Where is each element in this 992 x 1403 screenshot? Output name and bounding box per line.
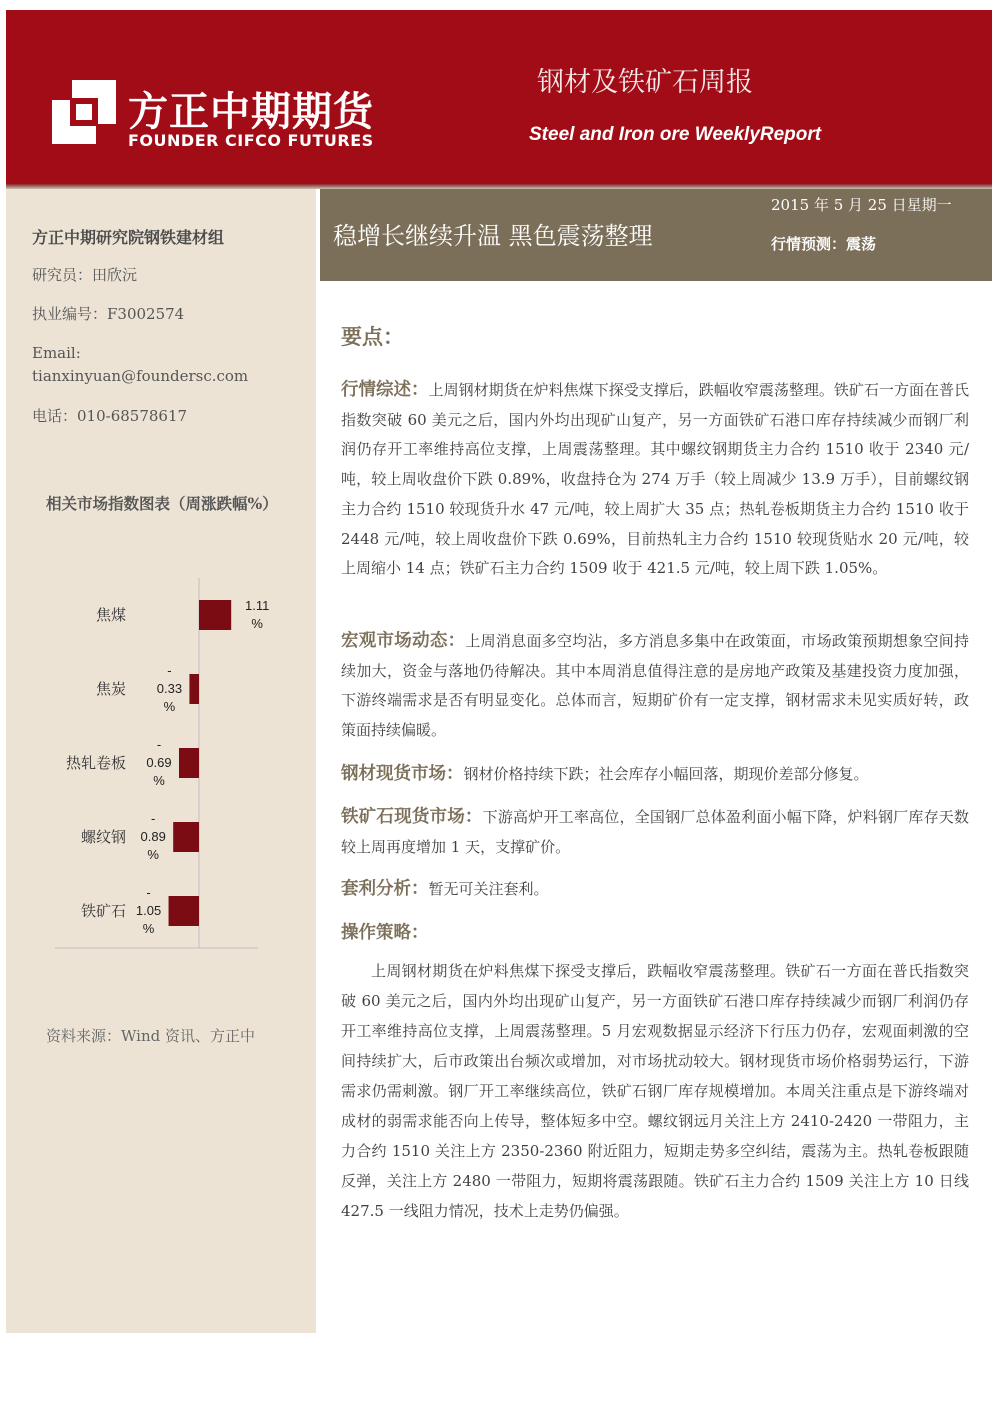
chart-data-label-part: % xyxy=(251,616,263,631)
chart-category-label: 螺纹钢 xyxy=(80,828,126,846)
chart-title: 相关市场指数图表（周涨跌幅%） xyxy=(46,494,278,513)
steel-spot-market xyxy=(341,760,969,790)
iron-ore-spot-text: 下游高炉开工率高位，全国钢厂总体盈利面小幅下降，炉料钢厂库存天数较上周再度增加 1 天，支撑矿价。 xyxy=(341,808,969,856)
chart-data-label-part: % xyxy=(153,773,165,788)
chart-data-label-part: % xyxy=(142,921,155,936)
chart-data-label xyxy=(141,811,166,862)
license-number: 执业编号：F3002574 xyxy=(32,305,185,323)
chart-category-label: 热轧卷板 xyxy=(65,754,126,772)
chart-data-label xyxy=(245,598,269,631)
macro-dynamics-text: 上周消息面多空均沾，多方消息多集中在政策面，市场政策预期想象空间持续加大，资金与落地仍待解决。其中本周消息值得注意的是房地产政策及基建投资力度加强，下游终端需求是否有明显变化。总体而言，短期矿价有一定支撑，钢材需求未见实质好转，政策面持续偏暖。 xyxy=(341,632,969,740)
iron-ore-spot-label: 铁矿石现货市场： xyxy=(341,807,483,827)
chart-data-label-part: - xyxy=(151,811,156,826)
report-date: 2015 年 5 月 25 日星期一 xyxy=(771,196,952,214)
key-points-heading: 要点： xyxy=(341,324,404,349)
logo-text-cn: 方正中期期货 xyxy=(128,89,374,135)
chart-bar xyxy=(169,896,199,926)
market-overview-text: 上周钢材期货在炉料焦煤下探受支撑后，跌幅收窄震荡整理。铁矿石一方面在普氏指数突破 60 美元之后，国内外均出现矿山复产，另一方面铁矿石港口库存持续减少而钢厂利润仍存开工率维持高位支撑，上周震荡整理。其中螺纹钢期货主力合约 1510 收于 2340 元/吨，较上周收盘价下跌 0.89%，收盘持仓为 274 万手（较上周减少 13.9 万手），目前螺纹钢主力合约 1510 较现货升水 47 元/吨，较上周扩大 35 点；热轧卷板期货主力合约 1510 收于 2448 元/吨，较上周收盘价下跌 0.69%，目前热轧主力合约 1510 较现货贴水 20 元/吨，较上周缩小 14 点；铁矿石主力合约 1509 收于 421.5 元/吨，较上周下跌 1.05%。 xyxy=(341,381,969,578)
arbitrage-analysis xyxy=(341,875,969,905)
chart-data-label xyxy=(157,663,182,714)
steel-spot-label: 钢材现货市场： xyxy=(341,764,464,784)
analyst-name: 研究员：田欣沅 xyxy=(32,266,138,284)
forecast-label: 行情预测： xyxy=(771,235,847,253)
chart-data-label-part: 1.11 xyxy=(245,598,270,613)
chart-data-label-part: - xyxy=(156,737,162,752)
strategy-text: 上周钢材期货在炉料焦煤下探受支撑后，跌幅收窄震荡整理。铁矿石一方面在普氏指数突破 60 美元之后，国内外均出现矿山复产，另一方面铁矿石港口库存持续减少而钢厂利润仍存开工率维持高位支撑，上周震荡整理。5 月宏观数据显示经济下行压力仍存，宏观面刺激的空间持续扩大，后市政策出台频次或增加，对市场扰动较大。钢材现货市场价格弱势运行，下游需求仍需刺激。钢厂开工率继续高位，铁矿石钢厂库存规模增加。本周关注重点是下游终端对成材的弱需求能否向上传导，整体短多中空。螺纹钢远月关注上方 2410-2420 一带阻力，主力合约 1510 关注上方 2350-2360 附近阻力，短期走势多空纠结，震荡为主。热轧卷板跟随反弹，关注上方 2480 一带阻力，短期将震荡跟随。铁矿石主力合约 1509 关注上方 10 日线 427.5 一线阻力情况，技术上走势仍偏强。 xyxy=(341,962,969,1220)
chart-bar xyxy=(179,748,199,778)
chart-data-label-part: 0.69 xyxy=(146,755,172,770)
chart-data-label-part: 0.33 xyxy=(156,681,183,696)
market-overview xyxy=(341,376,969,584)
chart-bar xyxy=(173,822,199,852)
strategy-heading: 操作策略： xyxy=(341,923,429,943)
chart-data-label xyxy=(146,737,171,788)
macro-dynamics-label: 宏观市场动态： xyxy=(341,631,466,651)
chart-bar xyxy=(199,600,231,630)
chart-data-label xyxy=(136,885,161,936)
macro-dynamics xyxy=(341,627,969,746)
chart-data-label-part: 0.89 xyxy=(140,829,166,844)
chart-data-label-part: 1.05 xyxy=(135,903,162,918)
chart-category-label: 焦炭 xyxy=(95,680,126,698)
chart-data-label-part: - xyxy=(146,885,151,900)
report-title-cn: 钢材及铁矿石周报 xyxy=(537,67,753,98)
report-headline: 稳增长继续升温 黑色震荡整理 xyxy=(333,222,653,250)
report-title-en: Steel and Iron ore WeeklyReport xyxy=(529,124,822,145)
chart-category-label: 铁矿石 xyxy=(80,902,126,920)
research-group: 方正中期研究院钢铁建材组 xyxy=(32,228,225,247)
arbitrage-label: 套利分析： xyxy=(341,879,429,899)
email-address[interactable]: tianxinyuan@foundersc.com xyxy=(32,367,249,385)
arbitrage-text: 暂无可关注套利。 xyxy=(428,880,549,898)
founder-logo-icon xyxy=(50,78,118,146)
chart-data-label-part: % xyxy=(147,847,159,862)
phone-number: 电话：010-68578617 xyxy=(32,407,188,425)
chart-data-label-part: - xyxy=(167,663,172,678)
market-index-chart xyxy=(30,570,280,960)
iron-ore-spot-market xyxy=(341,803,969,862)
market-overview-label: 行情综述： xyxy=(341,380,429,400)
logo-text-en: FOUNDER CIFCO FUTURES xyxy=(128,131,374,150)
chart-bar xyxy=(189,674,199,704)
email-label: Email: xyxy=(32,344,81,362)
chart-data-label-part: % xyxy=(163,699,176,714)
forecast-value: 震荡 xyxy=(846,235,877,253)
forecast xyxy=(771,233,876,254)
steel-spot-text: 钢材价格持续下跌；社会库存小幅回落，期现价差部分修复。 xyxy=(463,765,869,783)
chart-category-label: 焦煤 xyxy=(95,606,126,624)
data-source: 资料来源：Wind 资讯、方正中 xyxy=(46,1027,255,1045)
